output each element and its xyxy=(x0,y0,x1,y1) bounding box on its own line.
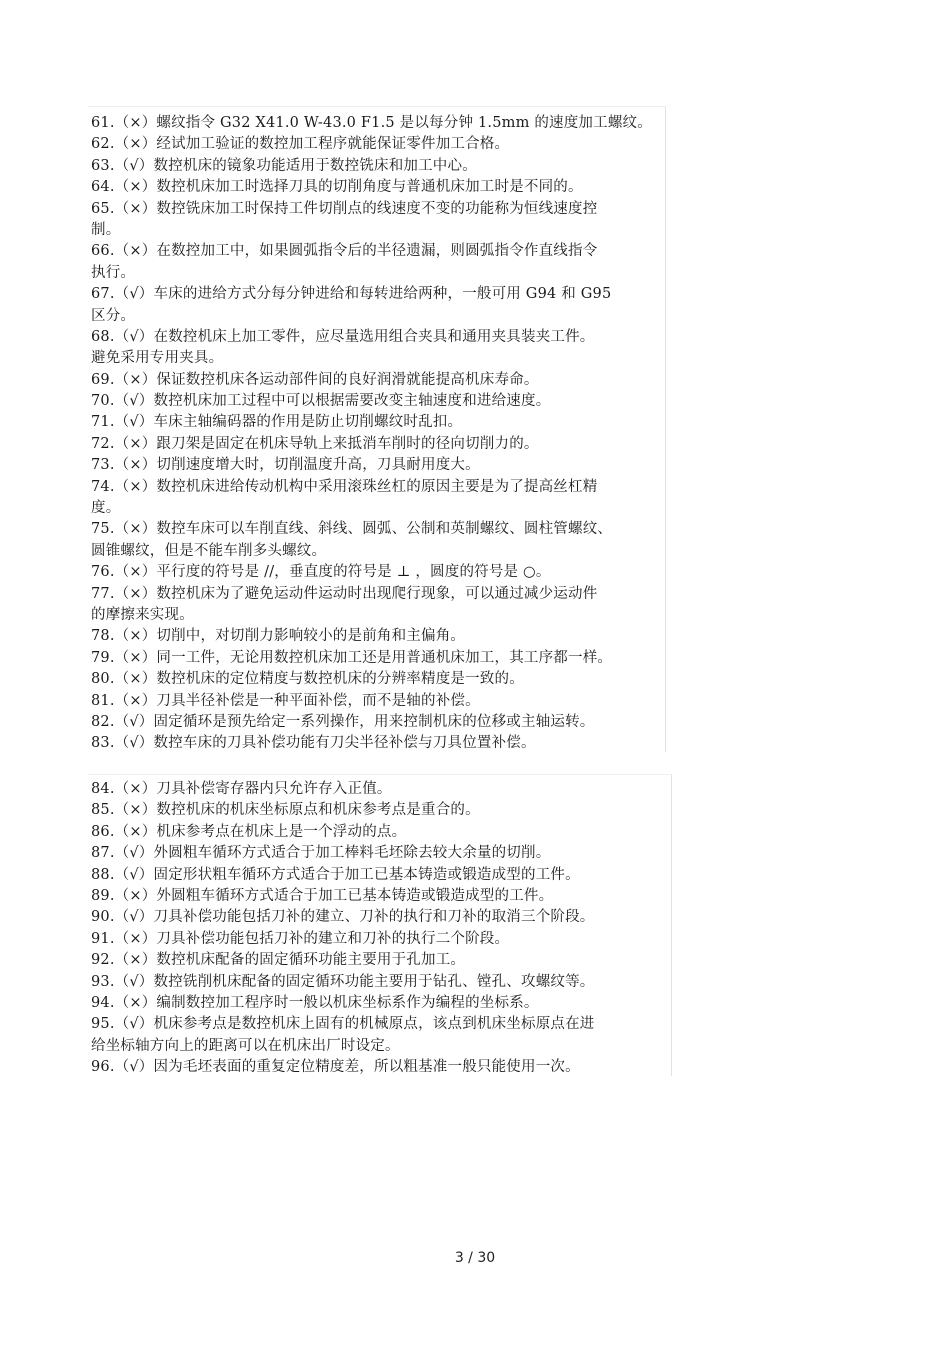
question-line: 66.（×）在数控加工中，如果圆弧指令后的半径遗漏，则圆弧指令作直线指令 xyxy=(91,243,598,260)
question-line: 93.（√）数控铣削机床配备的固定循环功能主要用于钻孔、镗孔、攻螺纹等。 xyxy=(91,973,595,990)
question-line: 72.（×）跟刀架是固定在机床导轨上来抵消车削时的径向切削力的。 xyxy=(91,435,539,452)
question-line: 62.（×）经试加工验证的数控加工程序就能保证零件加工合格。 xyxy=(91,136,510,153)
question-line: 71.（√）车床主轴编码器的作用是防止切削螺纹时乱扣。 xyxy=(91,414,463,431)
question-line: 69.（×）保证数控机床各运动部件间的良好润滑就能提高机床寿命。 xyxy=(91,371,539,388)
question-line: 92.（×）数控机床配备的固定循环功能主要用于孔加工。 xyxy=(91,952,466,969)
question-line: 95.（√）机床参考点是数控机床上固有的机械原点，该点到机床坐标原点在进 xyxy=(91,1016,595,1033)
question-line: 91.（×）刀具补偿功能包括刀补的建立和刀补的执行二个阶段。 xyxy=(91,930,510,947)
question-line: 76.（×）平行度的符号是 //，垂直度的符号是 ⊥ ，圆度的符号是 ○。 xyxy=(91,564,551,581)
question-block-2 xyxy=(88,774,672,1076)
question-line: 的摩擦来实现。 xyxy=(91,606,194,623)
question-line: 67.（√）车床的进给方式分每分钟进给和每转进给两种，一般可用 G94 和 G95 xyxy=(91,286,612,303)
question-line: 执行。 xyxy=(91,264,136,281)
question-block-1 xyxy=(88,106,666,752)
page-number: 3 / 30 xyxy=(454,1250,496,1266)
question-line: 64.（×）数控机床加工时选择刀具的切削角度与普通机床加工时是不同的。 xyxy=(91,179,583,196)
question-line: 圆锥螺纹，但是不能车削多头螺纹。 xyxy=(91,542,327,559)
question-line: 89.（×）外圆粗车循环方式适合于加工已基本铸造或锻造成型的工件。 xyxy=(91,887,554,904)
question-line: 82.（√）固定循环是预先给定一系列操作，用来控制机床的位移或主轴运转。 xyxy=(91,713,595,730)
question-line: 75.（×）数控车床可以车削直线、斜线、圆弧、公制和英制螺纹、圆柱管螺纹、 xyxy=(91,521,613,538)
question-line: 90.（√）刀具补偿功能包括刀补的建立、刀补的执行和刀补的取消三个阶段。 xyxy=(91,909,595,926)
question-line: 73.（×）切削速度增大时，切削温度升高，刀具耐用度大。 xyxy=(91,457,480,474)
question-line: 80.（×）数控机床的定位精度与数控机床的分辨率精度是一致的。 xyxy=(91,671,524,688)
question-line: 74.（×）数控机床进给传动机构中采用滚珠丝杠的原因主要是为了提高丝杠精 xyxy=(91,478,598,495)
question-line: 87.（√）外圆粗车循环方式适合于加工棒料毛坯除去较大余量的切削。 xyxy=(91,845,551,862)
question-line: 65.（×）数控铣床加工时保持工件切削点的线速度不变的功能称为恒线速度控 xyxy=(91,200,598,217)
question-line: 61.（×）螺纹指令 G32 X41.0 W-43.0 F1.5 是以每分钟 1.5mm 的速度加工螺纹。 xyxy=(91,115,652,131)
question-line: 给坐标轴方向上的距离可以在机床出厂时设定。 xyxy=(91,1037,400,1054)
question-line: 避免采用专用夹具。 xyxy=(91,350,224,367)
question-line: 83.（√）数控车床的刀具补偿功能有刀尖半径补偿与刀具位置补偿。 xyxy=(91,735,536,752)
question-line: 度。 xyxy=(91,500,121,517)
question-line: 84.（×）刀具补偿寄存器内只允许存入正值。 xyxy=(91,781,392,797)
question-line: 79.（×）同一工件，无论用数控机床加工还是用普通机床加工，其工序都一样。 xyxy=(91,649,613,666)
question-line: 77.（×）数控机床为了避免运动件运动时出现爬行现象，可以通过减少运动件 xyxy=(91,585,598,602)
question-line: 96.（√）因为毛坯表面的重复定位精度差，所以粗基准一般只能使用一次。 xyxy=(91,1059,580,1076)
question-line: 制。 xyxy=(91,221,121,238)
question-line: 88.（√）固定形状粗车循环方式适合于加工已基本铸造或锻造成型的工件。 xyxy=(91,866,580,883)
question-line: 区分。 xyxy=(91,307,136,324)
question-line: 85.（×）数控机床的机床坐标原点和机床参考点是重合的。 xyxy=(91,802,480,819)
question-line: 81.（×）刀具半径补偿是一种平面补偿，而不是轴的补偿。 xyxy=(91,692,480,709)
question-line: 70.（√）数控机床加工过程中可以根据需要改变主轴速度和进给速度。 xyxy=(91,393,551,410)
question-line: 63.（√）数控机床的镜象功能适用于数控铣床和加工中心。 xyxy=(91,157,477,174)
question-line: 78.（×）切削中，对切削力影响较小的是前角和主偏角。 xyxy=(91,628,466,645)
question-line: 68.（√）在数控机床上加工零件，应尽量选用组合夹具和通用夹具装夹工件。 xyxy=(91,328,595,345)
question-line: 86.（×）机床参考点在机床上是一个浮动的点。 xyxy=(91,823,407,840)
question-line: 94.（×）编制数控加工程序时一般以机床坐标系作为编程的坐标系。 xyxy=(91,994,539,1011)
